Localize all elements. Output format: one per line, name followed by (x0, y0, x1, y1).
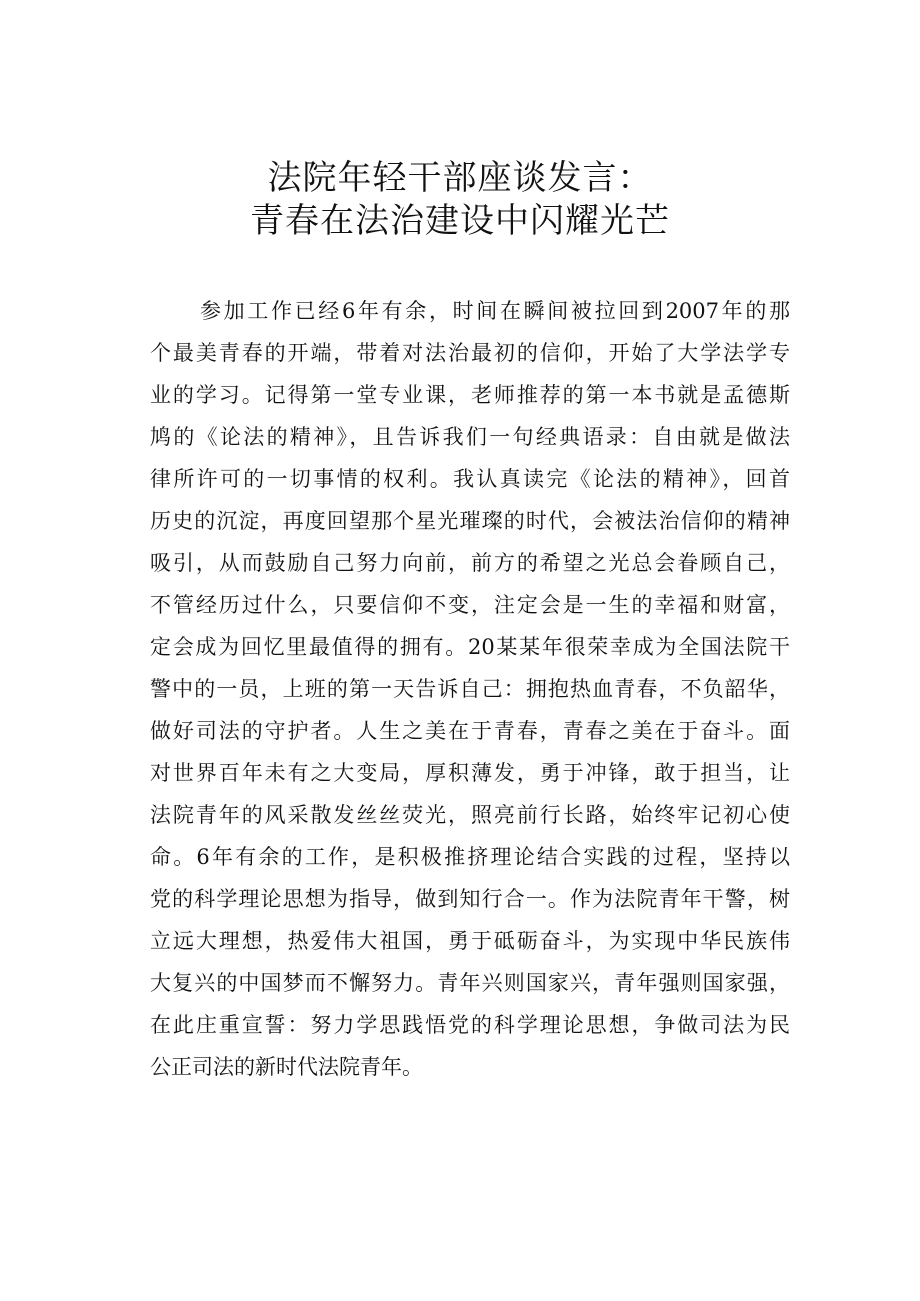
body-line: 立远大理想，热爱伟大祖国，勇于砥砺奋斗，为实现中华民族伟 (150, 929, 790, 953)
body-line: 对世界百年未有之大变局，厚积薄发，勇于冲锋，敢于担当，让 (150, 761, 790, 785)
body-line: 做好司法的守护者。人生之美在于青春，青春之美在于奋斗。面 (150, 719, 790, 743)
body-line: 大复兴的中国梦而不懈努力。青年兴则国家兴，青年强则国家强， (150, 971, 790, 995)
body-line: 业的学习。记得第一堂专业课，老师推荐的第一本书就是孟德斯 (150, 383, 790, 407)
body-line: 不管经历过什么，只要信仰不变，注定会是一生的幸福和财富， (150, 593, 790, 617)
title-line-1: 法院年轻干部座谈发言： (267, 158, 653, 198)
body-line: 历史的沉淀，再度回望那个星光璀璨的时代，会被法治信仰的精神 (150, 509, 790, 533)
body-line: 个最美青春的开端，带着对法治最初的信仰，开始了大学法学专 (150, 341, 790, 365)
body-line: 律所许可的一切事情的权利。我认真读完《论法的精神》，回首 (150, 467, 790, 491)
body-line: 定会成为回忆里最值得的拥有。20某某年很荣幸成为全国法院干 (150, 635, 790, 659)
body-paragraph (150, 290, 790, 1088)
body-line: 警中的一员，上班的第一天告诉自己：拥抱热血青春，不负韶华， (150, 677, 790, 701)
body-line: 参加工作已经6年有余，时间在瞬间被拉回到2007年的那 (200, 299, 790, 323)
body-line: 鸠的《论法的精神》，且告诉我们一句经典语录：自由就是做法 (150, 425, 790, 449)
body-line: 党的科学理论思想为指导，做到知行合一。作为法院青年干警，树 (150, 887, 790, 911)
body-line: 命。6年有余的工作，是积极推挤理论结合实践的过程，坚持以 (150, 845, 790, 869)
title-line-2: 青春在法治建设中闪耀光芒 (250, 201, 670, 241)
body-line: 吸引，从而鼓励自己努力向前，前方的希望之光总会眷顾自己， (150, 551, 790, 575)
body-line: 法院青年的风采散发丝丝荧光，照亮前行长路，始终牢记初心使 (150, 803, 790, 827)
body-line: 在此庄重宣誓：努力学思践悟党的科学理论思想，争做司法为民 (150, 1013, 790, 1037)
body-line: 公正司法的新时代法院青年。 (150, 1055, 423, 1079)
